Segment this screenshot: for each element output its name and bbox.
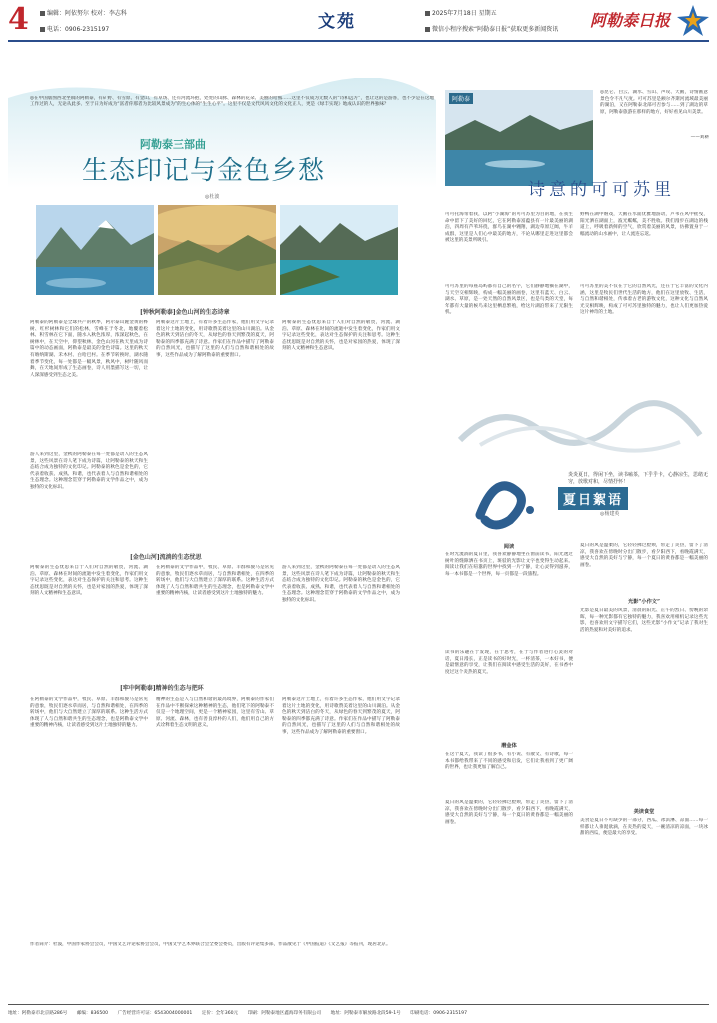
photo-grassland-sunset bbox=[158, 205, 276, 295]
article-title-summer: 夏日絮语 bbox=[558, 487, 628, 510]
poem-lead: ◎昆仑、白云、湖水、雪山、声叹、天鹅，诗情画意景色令不凡气度。可可苏里是额尔齐斯河流域最美丽的湖泊，又在阿勒泰北部可否参与……到了湖边的草原，阿勒泰旅游在那样的地方，好好看见山川美景。 bbox=[600, 90, 708, 115]
article-column: 在这个夏天，我读了很多书，有小说、有散文、有诗歌，每一本书都给我带来了不同的感受和启发，它们让我看到了更广阔的世界，也让我更加了解自己。 bbox=[445, 752, 573, 771]
photo-turquoise-lake bbox=[280, 205, 398, 295]
article-column: 在阿勒泰的文学作品中，牧民、草原、羊群和骏马是常见的意象，牧民们逐水草而居，与自然和谐相处，在四季的转场中，他们与大自然建立了深厚的联系。这种生活方式体现了人与自然和谐共生的生态理念，也是阿勒泰文学中重要的精神内核，让读者感受到这片土地独特的魅力。 bbox=[30, 697, 148, 729]
article-column: 阿勒泰的阿勒泰是全球共产的秋季，阿尔泰山麓金黄的桦树、红杉树林和它们的松林，雪峰在于冬北，地覆着松林、积雪林在它下面，随水入秋色浓厚，浓深起秋色，在树林中，在天空中，仰望秋林，金色山河在秋天里成为诗篇中的动态画面，阿勒泰是最美的金色诗篇。这里的秋天有喀纳斯湖、禾木村、白哈巴村。在季节转换时，湖水随着季节变化，每一处都是一幅风景，秋风中，树叶随风而舞，在天地间形成了生态画卷，诗人用墨描写这一切，让人深深感受到生态之美。 bbox=[30, 320, 148, 378]
subhead-food: 美读食堂 bbox=[633, 809, 655, 815]
article-title-right: 诗意的可可苏里 bbox=[528, 180, 675, 200]
article-column: 阿勒泰的生态忧思来自于人们对自然的敬畏，河流、湖泊、草原、森林在时间的流逝中发生着变化，作家们用文字记录这些变化，表达对生态保护的关注和思考。这种生态忧思既是对自然的关怀，也是对家园的热爱，体现了深刻的人文精神和生态意识。 bbox=[30, 565, 148, 597]
footer-item: 邮编：836500 bbox=[76, 1011, 109, 1016]
article-column: 野鸭在湖中嬉戏，天鹅在水面优雅地游动，芦苇在风中摇曳，阳光洒在湖面上，波光粼粼，美不胜收。我们漫步在湖边的栈道上，呼吸着新鲜的空气，欣赏着美丽的风景，仿佛置身于一幅流动的山水画中，让人流连忘返。 bbox=[580, 212, 708, 237]
page-number: 4 bbox=[8, 2, 29, 37]
article-title: 生态印记与金色乡愁 bbox=[82, 156, 326, 186]
footer bbox=[8, 1010, 709, 1016]
newspaper-logo: 阿勒泰日报 bbox=[590, 11, 671, 30]
article-column: 美食是夏日不可缺少的一部分，西瓜、冰淇淋、凉面……每一样都让人垂涎欲滴，在炎热的夏天，一碗清凉的凉面，一块冰甜的西瓜，便是最大的享受。 bbox=[580, 818, 708, 837]
footer-item: 定价：全年360元 bbox=[201, 1011, 239, 1016]
subhead-reading: 阅读 bbox=[503, 544, 515, 550]
article-intro: ◎在中国版图西北坐镇的阿勒泰，有矿野、有雪原、有金山、有草场、还有河流环抱，处处的山脉、森林的花朵、美丽的哈熊……这里不仅成为无数人的“诗和远方”，也让这的是游客，也不少是在这地工作过的人，无论从此多、至于日为好成为“富者你那者为比较风景成为”的生心体的“生生心平”。这里不仅是文代风风文化的文化正人，更是《绿丰实现》地成认识的世界独味？ bbox=[30, 96, 434, 108]
section-heading-2: [金色山河]流淌的生态忧思 bbox=[130, 554, 202, 561]
footer-item: 地址：阿勒泰市解放路北段59-1号 bbox=[330, 1011, 401, 1016]
article-column: 夏日的风是温柔的，它轻轻拂过脸颊，带走了炎热，留下了清凉，我喜欢在傍晚时分出门散步，看夕阳西下，看晚霞满天，感受大自然的美好与宁静，每一个夏日的黄昏都是一幅美丽的画卷。 bbox=[580, 543, 708, 568]
article-column: 阿勒泰这片土地上，有着许多生态作家，他们用文字记录着这片土地的变化，用诗歌赞美着这里的山川湖泊。从金色的秋天到洁白的冬天，从绿色的春天到繁茂的夏天，阿勒泰的四季都充满了诗意。作家们在作品中描写了阿勒泰的自然风光，也描写了这里的人们与自然和谐相处的故事，这些作品成为了解阿勒泰的重要窗口。 bbox=[282, 697, 400, 735]
author-note: 作者简介：杜波，中国作家协会会员，中国文艺评论家协会会员，中国文学艺术界联合会全委会委员，出版有评论集多部，作品散见于《中国报道》《文艺报》等报刊，现居北京。 bbox=[30, 942, 391, 947]
square-bullet-icon bbox=[40, 11, 45, 16]
footer-rule bbox=[8, 1004, 709, 1005]
article-column: 可可托海带着我，以阿“小湖海”的可可苏里为目的地，在我生命中留下了美好的回忆，它在阿勒泰富蕴县有一片最美丽的湖泊，四周有芦苇环绕，群鸟在湖中翱翔，湖边草原辽阔，牛羊成群，这里是人们心中最美的地方，不论从哪里走进这里都会被这里的美景所吸引。 bbox=[445, 212, 573, 244]
article-column: 夏日的风是温柔的，它轻轻拂过脸颊，带走了炎热，留下了清凉，我喜欢在傍晚时分出门散步，看夕阳西下，看晚霞满天，感受大自然的美好与宁静，每一个夏日的黄昏都是一幅美丽的画卷。 bbox=[445, 800, 573, 825]
article-column: 光影是夏日最美的风景，清晨的阳光、正午的烈日、傍晚的余晖，每一种光影都有它独特的魅力，我喜欢用相机记录这些光影，也喜欢用文字描写它们，这些光影“小作文”记录了我对生活的热爱和对美好的追求。 bbox=[580, 608, 708, 633]
article-column: 阿勒泰的生态忧思来自于人们对自然的敬畏，河流、湖泊、草原、森林在时间的流逝中发生着变化，作家们用文字记录这些变化，表达对生态保护的关注和思考。这种生态忧思既是对自然的关怀，也是对家园的热爱，体现了深刻的人文精神和生态意识。 bbox=[282, 320, 400, 352]
article-column: 可可苏里的美不仅在于它的自然风光，还在于它丰富的文化内涵，这里是牧民们世代生活的地方，他们在这里放牧、生活，与自然和谐相处，传承着古老的游牧文化，这种文化与自然风光交相辉映，构成了可可苏里独特的魅力，也让人们更加热爱这片神奇的土地。 bbox=[580, 284, 708, 316]
subhead-light-shadow: 光影“小作文” bbox=[628, 599, 660, 605]
photo-label: 阿勒泰 bbox=[449, 93, 473, 104]
article-column: 读书的乐趣在于发现，在于思考，在于与作者进行心灵的对话，夏日漫长，正是读书的好时光，一杯清茶，一本好书，便是最惬意的享受，让我们在阅读中感受生活的美好，在书香中度过这个炎热的夏天。 bbox=[445, 650, 573, 675]
article-column: 在阿勒泰的文学作品中，牧民、草原、羊群和骏马是常见的意象，牧民们逐水草而居，与自然和谐相处，在四季的转场中，他们与大自然建立了深厚的联系。这种生活方式体现了人与自然和谐共生的生态理念，也是阿勒泰文学中重要的精神内核，让读者感受到这片土地独特的魅力。 bbox=[156, 565, 274, 597]
square-bullet-icon bbox=[40, 27, 45, 32]
section-heading-3: [牢中阿勒泰]精神的生态与把环 bbox=[120, 685, 204, 692]
editor-line: 编辑：阿依努尔 校对：李志科 bbox=[40, 8, 127, 17]
ink-landscape-decoration bbox=[440, 360, 710, 460]
ink-calligraphy-icon bbox=[470, 470, 550, 530]
summer-author: ◎杨建英 bbox=[600, 511, 620, 517]
article-byline: ◎杜波 bbox=[205, 194, 220, 200]
square-bullet-icon bbox=[425, 11, 430, 16]
newspaper-emblem-icon bbox=[676, 4, 710, 38]
article-column: 精神的生态是人与自然和谐的最高境界，阿勒泰的作家们在作品中不断探索这种精神的生态，他们笔下的阿勒泰不仅是一个地理空间，更是一个精神家园，这里有雪山、草原、河流、森林，也有善良淳朴的人们，他们用自己的方式诠释着生态文明的意义。 bbox=[156, 697, 274, 729]
series-title: 阿勒泰三部曲 bbox=[140, 138, 206, 151]
footer-item: 印刷：阿勒泰地区鑫海印务有限公司 bbox=[247, 1011, 322, 1016]
phone-line: 电话：0906-2315197 bbox=[40, 24, 109, 33]
footer-item: 印刷电话：0906-2315197 bbox=[410, 1011, 467, 1016]
article-column: 阿勒泰这片土地上，有着许多生态作家，他们用文字记录着这片土地的变化，用诗歌赞美着这里的山川湖泊。从金色的秋天到洁白的冬天，从绿色的春天到繁茂的夏天，阿勒泰的四季都充满了诗意。作家们在作品中描写了阿勒泰的自然风光，也描写了这里的人们与自然和谐相处的故事，这些作品成为了解阿勒泰的重要窗口。 bbox=[156, 320, 274, 358]
subhead-2: 磨金体 bbox=[501, 743, 517, 749]
date-line: 2025年7月18日 星期五 bbox=[425, 8, 497, 17]
wechat-line: 微信小程序搜索“阿勒泰日报”获取更多新闻资讯 bbox=[425, 24, 558, 33]
article-column: 可可苏里的每座岛屿都有自己的名字，它们静静地躺在湖中，与天空交相辉映，构成一幅美丽的画卷，这里有蓝天、白云、湖水、草原，是一处天然的自然风景区，也是鸟类的天堂，每年都有大量的候鸟来这里栖息繁殖，给这片湖泊带来了无限生机。 bbox=[445, 284, 573, 316]
summer-quote: 炎炎夏日，得闲下坐，读书嗑茶，下乎乎卡，心静凉生，思绪无穷，放歌对和，尽情抒怀！ bbox=[568, 472, 709, 485]
page-header bbox=[0, 0, 717, 42]
section-title: 文苑 bbox=[318, 12, 356, 32]
section-heading-1: [钟秋阿勒泰]金色山河的生态诗章 bbox=[140, 309, 230, 316]
poem-author: ——刘耕 bbox=[690, 135, 709, 140]
footer-item: 地址：阿勒泰市北京路286号 bbox=[8, 1011, 68, 1016]
square-bullet-icon bbox=[425, 27, 430, 32]
footer-item: 广告经营许可证：6543004000001 bbox=[117, 1011, 193, 1016]
photo-keketuohai bbox=[445, 90, 593, 186]
header-rule bbox=[8, 40, 709, 42]
article-column: 游人来到这里，金秋的阿勒泰在每一处都是动人的生态风景，这些风景在诗人笔下成为诗篇，让阿勒泰的秋天和生态结合成为独特的文化印记。阿勒泰的秋色是金色的，它代表着收获、成熟、和谐，也代表着人与自然和谐相处的生态理念。这种理念贯穿于阿勒泰的文学作品之中，成为独特的文化标识。 bbox=[282, 565, 400, 603]
photo-mountain-lake bbox=[36, 205, 154, 295]
article-column: 在时光流淌的夏日里，我喜欢静静地坐在窗前读书，阳光透过树叶的缝隙洒在书页上，斑驳的光影让文字也变得生动起来。阅读让我们在喧嚣的世界中找到一片宁静，让心灵得到滋养，每一本书都是一个世界，每一页都是一段旅程。 bbox=[445, 552, 573, 577]
article-column: 游人来到这里，金秋的阿勒泰在每一处都是动人的生态风景，这些风景在诗人笔下成为诗篇，让阿勒泰的秋天和生态结合成为独特的文化印记。阿勒泰的秋色是金色的，它代表着收获、成熟、和谐，也代表着人与自然和谐相处的生态理念。这种理念贯穿于阿勒泰的文学作品之中，成为独特的文化标识。 bbox=[30, 452, 148, 490]
